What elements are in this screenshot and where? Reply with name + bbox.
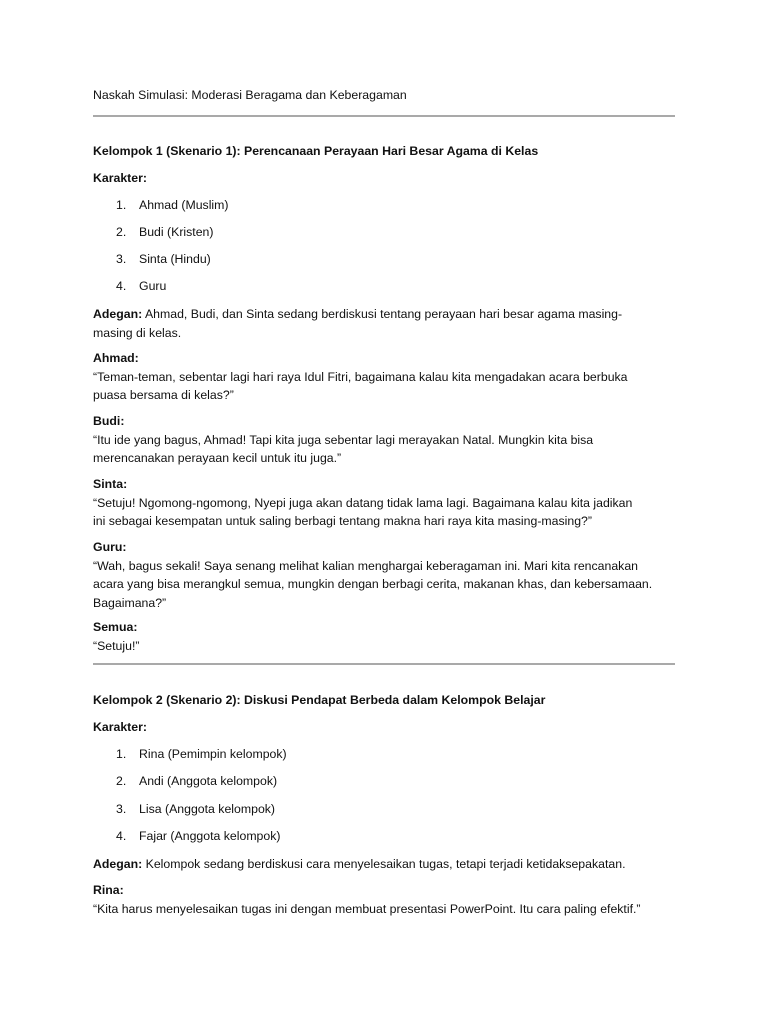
character-item: 3. Sinta (Hindu) (116, 252, 211, 266)
character-item: 1. Rina (Pemimpin kelompok) (116, 747, 287, 761)
section1-heading: Kelompok 1 (Skenario 1): Perencanaan Perayaan Hari Besar Agama di Kelas (93, 144, 539, 158)
character-item: 3. Lisa (Anggota kelompok) (116, 802, 276, 816)
section2-heading: Kelompok 2 (Skenario 2): Diskusi Pendapat Berbeda dalam Kelompok Belajar (93, 693, 546, 707)
document-title: Naskah Simulasi: Moderasi Beragama dan Keberagaman (93, 88, 407, 102)
dialogue-semua: Semua: “Setuju!” (93, 620, 140, 653)
dialogue-budi: Budi: “Itu ide yang bagus, Ahmad! Tapi kita juga sebentar lagi merayakan Natal. Mungkin kita bisa merencanakan perayaan kecil untuk itu juga.” (93, 414, 594, 465)
section1-adegan: Adegan: Ahmad, Budi, dan Sinta sedang berdiskusi tentang perayaan hari besar agama masing- masing di kelas. (93, 307, 623, 340)
character-item: 4. Fajar (Anggota kelompok) (116, 829, 281, 843)
character-item: 1. Ahmad (Muslim) (116, 198, 229, 212)
section1-karakter-label: Karakter: (93, 171, 147, 185)
section2-adegan: Adegan: Kelompok sedang berdiskusi cara menyelesaikan tugas, tetapi terjadi ketidaksepakatan. (93, 857, 626, 871)
section2-karakter-label: Karakter: (93, 720, 147, 734)
character-item: 4. Guru (116, 279, 167, 293)
character-item: 2. Andi (Anggota kelompok) (116, 774, 278, 788)
dialogue-sinta: Sinta: “Setuju! Ngomong-ngomong, Nyepi juga akan datang tidak lama lagi. Bagaimana kalau kita jadikan ini sebagai kesempatan untuk saling berbagi tentang makna hari raya kita masing-masing?” (93, 477, 633, 528)
divider (93, 115, 675, 117)
dialogue-guru: Guru: “Wah, bagus sekali! Saya senang melihat kalian menghargai keberagaman ini. Mari kita rencanakan acara yang bisa merangkul semua, mungkin dengan berbagi cerita, makanan khas, dan kebersamaan. Bagaimana?” (93, 540, 653, 610)
dialogue-ahmad: Ahmad: “Teman-teman, sebentar lagi hari raya Idul Fitri, bagaimana kalau kita mengadakan acara berbuka puasa bersama di kelas?” (93, 351, 628, 402)
divider (93, 663, 675, 665)
dialogue-rina: Rina: “Kita harus menyelesaikan tugas ini dengan membuat presentasi PowerPoint. Itu cara paling efektif.” (93, 883, 641, 916)
character-item: 2. Budi (Kristen) (116, 225, 214, 239)
